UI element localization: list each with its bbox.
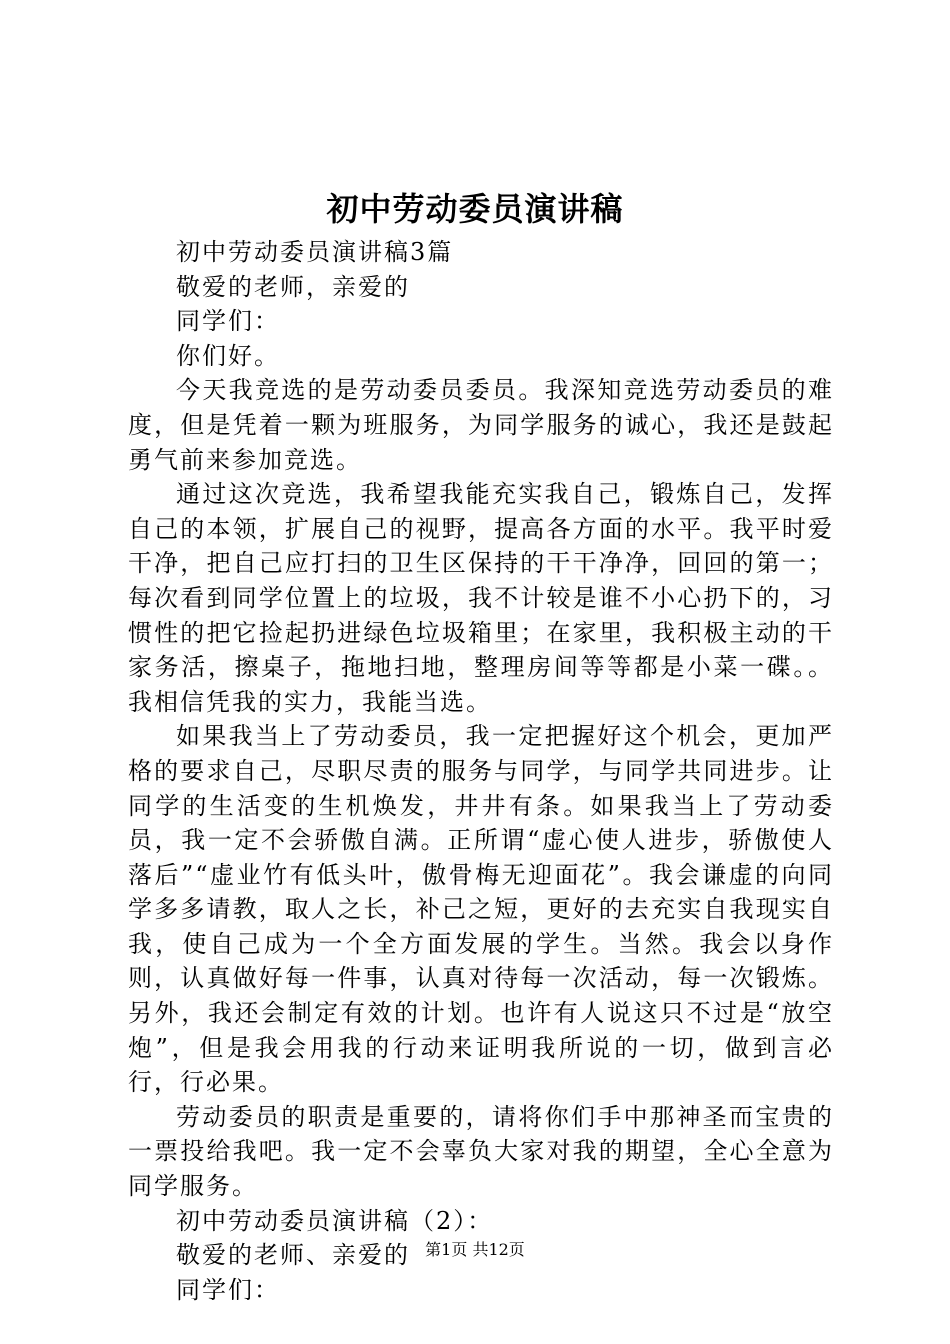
paragraph: 初中劳动委员演讲稿（2）： [176,1206,494,1235]
paragraph: 敬爱的老师、亲爱的 [176,1241,410,1270]
paragraph: 同学们： [176,307,280,336]
paragraph: 同学们： [176,1275,280,1304]
paragraph: 你们好。 [176,341,280,370]
paragraph: 初中劳动委员演讲稿3篇 [176,238,454,266]
document-title: 初中劳动委员演讲稿 [326,190,624,228]
paragraph: 如果我当上了劳动委员，我一定把握好这个机会，更加严格的要求自己，尽职尽责的服务与同学，与同学共同进步。让同学的生活变的生机焕发，井井有条。如果我当上了劳动委员，我一定不会骄傲自满。正所谓“虚心使人进步，骄傲使人落后”“虚业竹有低头叶，傲骨梅无迎面花”。我会谦虚的向同学多多请教，取人之长，补己之短，更好的去充实自我现实自我，使自己成为一个全方面发展的学生。当然。我会以身作则，认真做好每一件事，认真对待每一次活动，每一次锻炼。另外，我还会制定有效的计划。也许有人说这只不过是“放空炮”，但是我会用我的行动来证明我所说的一切，做到言必行，行必果。 [128,722,834,1097]
paragraph: 劳动委员的职责是重要的，请将你们手中那神圣而宝贵的一票投给我吧。我一定不会辜负大家对我的期望，全心全意为同学服务。 [128,1102,834,1201]
page-number-footer: 第1页 共12页 [425,1240,525,1259]
document-body [128,235,834,1307]
paragraph: 通过这次竞选，我希望我能充实我自己，锻炼自己，发挥自己的本领，扩展自己的视野，提高各方面的水平。我平时爱干净，把自己应打扫的卫生区保持的干干净净，回回的第一；每次看到同学位置上的垃圾，我不计较是谁不小心扔下的，习惯性的把它捡起扔进绿色垃圾箱里；在家里，我积极主动的干家务活，擦桌子，拖地扫地，整理房间等等都是小菜一碟。。我相信凭我的实力，我能当选。 [128,480,834,716]
paragraph: 敬爱的老师，亲爱的 [176,272,410,301]
paragraph: 今天我竞选的是劳动委员委员。我深知竞选劳动委员的难度，但是凭着一颗为班服务，为同学服务的诚心，我还是鼓起勇气前来参加竞选。 [128,376,834,474]
